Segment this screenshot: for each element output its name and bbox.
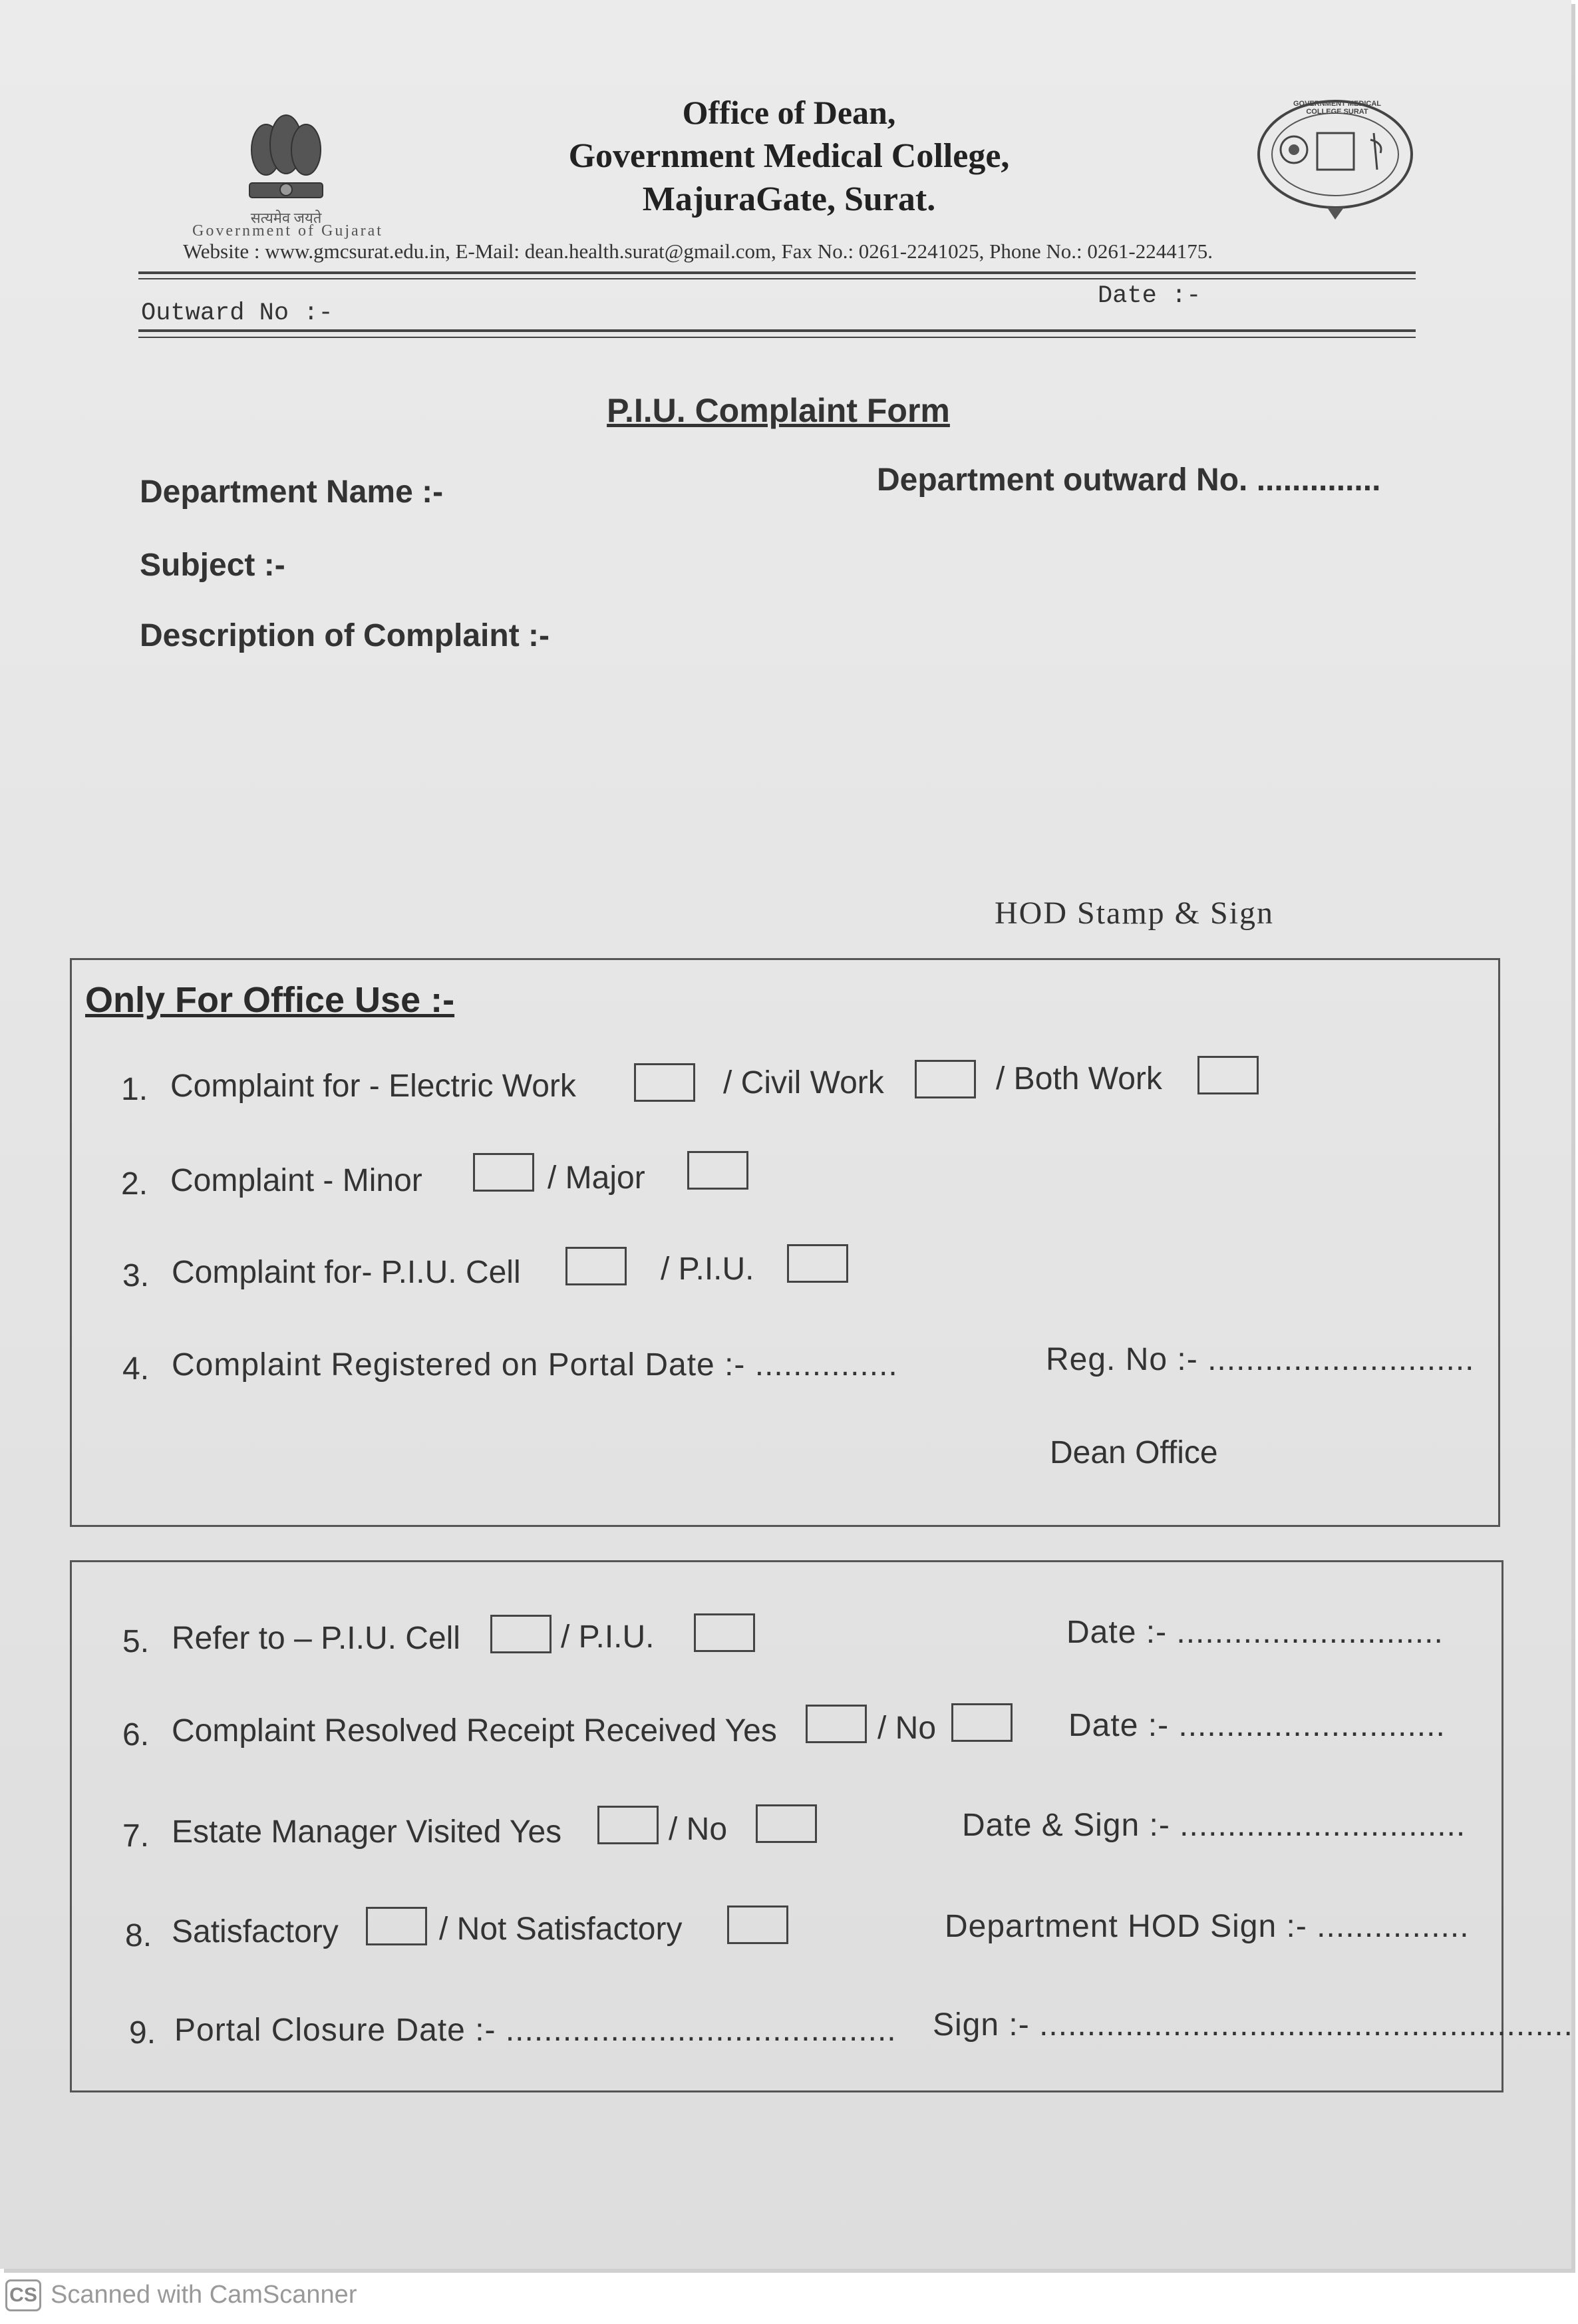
item4-number: 4.: [122, 1351, 150, 1387]
department-outward-no-label: Department outward No. ..............: [877, 462, 1381, 498]
visited-yes-checkbox[interactable]: [597, 1806, 659, 1844]
item5-label: Refer to – P.I.U. Cell: [172, 1621, 460, 1656]
electric-work-checkbox[interactable]: [634, 1063, 695, 1102]
subject-label: Subject :-: [140, 548, 285, 583]
dean-office-label: Dean Office: [1050, 1435, 1218, 1470]
item1-civil-label: / Civil Work: [723, 1065, 884, 1100]
item8-label: Satisfactory: [172, 1914, 339, 1949]
portal-registration-date: Complaint Registered on Portal Date :- ...............: [172, 1347, 898, 1383]
office-use-heading: Only For Office Use :-: [85, 980, 455, 1020]
hod-stamp-sign-label: HOD Stamp & Sign: [995, 896, 1275, 931]
header-rule-top: [138, 271, 1416, 274]
office-use-panel: [70, 958, 1500, 1527]
item2-number: 2.: [121, 1166, 148, 1202]
item9-sign: Sign :- ........................................................: [933, 2007, 1573, 2043]
camscanner-logo: CS: [5, 2279, 41, 2311]
item2-major-label: / Major: [548, 1160, 645, 1196]
item1-both-label: / Both Work: [996, 1061, 1162, 1096]
outward-no-label: Outward No :-: [141, 299, 333, 327]
camscanner-watermark: Scanned with CamScanner: [51, 2281, 357, 2309]
item7-label: Estate Manager Visited Yes: [172, 1814, 562, 1850]
item9-number: 9.: [129, 2015, 156, 2051]
item7-date-sign: Date & Sign :- ..............................: [962, 1808, 1466, 1843]
civil-work-checkbox[interactable]: [915, 1060, 976, 1098]
item3-label: Complaint for- P.I.U. Cell: [172, 1255, 521, 1290]
satisfactory-checkbox[interactable]: [366, 1907, 427, 1945]
item8-not-satisfactory-label: / Not Satisfactory: [439, 1911, 683, 1947]
item1-number: 1.: [121, 1072, 148, 1107]
item7-number: 7.: [122, 1818, 150, 1854]
piu-cell-checkbox[interactable]: [565, 1247, 627, 1285]
receipt-yes-checkbox[interactable]: [806, 1705, 867, 1743]
refer-piu-checkbox[interactable]: [694, 1613, 755, 1652]
emblem-caption-motto: सत्यमेव जयते: [250, 210, 322, 226]
form-title: P.I.U. Complaint Form: [607, 392, 950, 429]
minor-checkbox[interactable]: [473, 1153, 534, 1192]
item3-number: 3.: [122, 1258, 150, 1293]
office-title-line3: MajuraGate, Surat.: [642, 180, 936, 218]
item2-label: Complaint - Minor: [170, 1163, 422, 1198]
description-label: Description of Complaint :-: [140, 618, 550, 653]
item6-date: Date :- ............................: [1068, 1708, 1446, 1743]
header-rule-bottom: [138, 329, 1416, 332]
header-rule-top-2: [138, 278, 1416, 279]
item8-number: 8.: [125, 1918, 152, 1953]
seal-text: GOVERNMENT MEDICAL COLLEGE SURAT: [1293, 100, 1381, 116]
date-label: Date :-: [1098, 282, 1201, 310]
office-title-line2: Government Medical College,: [568, 137, 1010, 175]
item7-no-label: / No: [669, 1812, 728, 1847]
office-title-line1: Office of Dean,: [682, 94, 896, 131]
emblem-caption-gov: Government of Gujarat: [192, 222, 383, 240]
receipt-no-checkbox[interactable]: [951, 1703, 1013, 1742]
portal-closure-date: Portal Closure Date :- .........................................: [174, 2013, 897, 2048]
item6-number: 6.: [122, 1717, 150, 1752]
not-satisfactory-checkbox[interactable]: [727, 1906, 788, 1944]
department-name-label: Department Name :-: [140, 474, 444, 510]
item1-label: Complaint for - Electric Work: [170, 1069, 576, 1104]
item6-no-label: / No: [877, 1711, 937, 1746]
piu-checkbox[interactable]: [787, 1244, 848, 1283]
item8-hod-sign: Department HOD Sign :- ................: [945, 1909, 1470, 1944]
item3-piu-label: / P.I.U.: [661, 1251, 754, 1287]
item5-piu-label: / P.I.U.: [561, 1619, 655, 1655]
item5-date: Date :- ............................: [1066, 1615, 1444, 1650]
registration-number: Reg. No :- ............................: [1046, 1342, 1475, 1377]
item6-label: Complaint Resolved Receipt Received Yes: [172, 1713, 777, 1748]
header-rule-bottom-2: [138, 337, 1416, 338]
item5-number: 5.: [122, 1624, 150, 1659]
contact-line: Website : www.gmcsurat.edu.in, E-Mail: dean.health.surat@gmail.com, Fax No.: 0261-2241025, Phone No.: 0261-2244175.: [183, 240, 1213, 263]
refer-piu-cell-checkbox[interactable]: [490, 1615, 552, 1653]
major-checkbox[interactable]: [687, 1151, 748, 1190]
both-work-checkbox[interactable]: [1197, 1056, 1259, 1094]
visited-no-checkbox[interactable]: [756, 1804, 817, 1843]
